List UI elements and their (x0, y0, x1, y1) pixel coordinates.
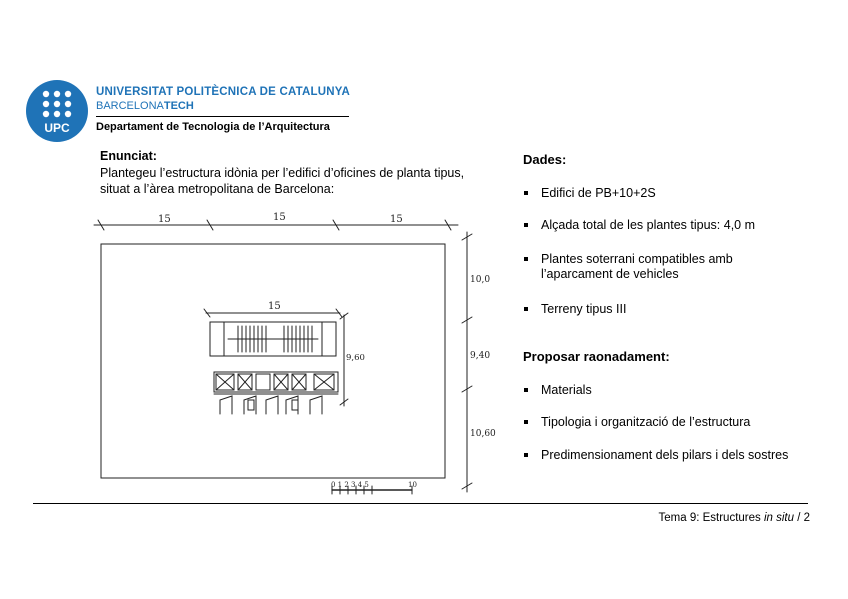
page-footer (659, 512, 811, 524)
bullet-square-icon (524, 307, 528, 311)
dades-item (523, 252, 793, 282)
core-elevators (214, 372, 338, 414)
top-dim-2: 15 (273, 212, 286, 223)
dades-item (523, 218, 793, 233)
footer-suffix: / 2 (794, 512, 810, 524)
campus-name (96, 100, 194, 112)
bullet-square-icon (524, 420, 528, 424)
proposar-item (523, 415, 793, 430)
building-outline (101, 244, 445, 478)
proposar-item-text: Tipologia i organització de l’estructura (541, 415, 751, 429)
dades-item-text: Edifici de PB+10+2S (541, 186, 656, 200)
scale-bar (331, 481, 417, 494)
header-divider (96, 116, 349, 117)
dades-item-text: Terreny tipus III (541, 302, 627, 316)
dades-item-text: Alçada total de les plantes tipus: 4,0 m (541, 218, 756, 232)
scale-ticks: 0 1 2 3 4 5 (331, 481, 369, 489)
department-name: Departament de Tecnologia de l’Arquitectura (96, 121, 330, 133)
dades-item (523, 186, 793, 201)
campus-prefix: BARCELONA (96, 100, 164, 112)
core-height: 9,60 (346, 353, 365, 363)
university-name: UNIVERSITAT POLITÈCNICA DE CATALUNYA (96, 86, 351, 98)
footer-prefix: Tema 9: Estructures (658, 512, 764, 524)
dades-title: Dades: (523, 152, 567, 167)
top-dim-1: 15 (158, 214, 171, 225)
scale-end: 10 (408, 481, 417, 489)
proposar-item-text: Predimensionament dels pilars i dels sostres (541, 448, 789, 462)
bullet-square-icon (524, 257, 528, 261)
bullet-square-icon (524, 191, 528, 195)
proposar-title: Proposar raonadament: (523, 349, 670, 364)
campus-suffix: TECH (163, 100, 194, 112)
bullet-square-icon (524, 453, 528, 457)
floor-plan-sketch (88, 200, 498, 498)
proposar-item (523, 383, 793, 398)
right-dim-2: 9,40 (470, 351, 491, 361)
footer-italic: in situ (763, 512, 795, 524)
core-dim: 15 (268, 301, 281, 312)
enunciat-text: Plantegeu l’estructura idònia per l’edifici d’oficines de planta tipus, situat a l’àrea metropolitana de Barcelona: (100, 166, 465, 196)
bullet-square-icon (524, 223, 528, 227)
core-stairs (210, 322, 336, 356)
footer-divider (33, 503, 808, 504)
top-dim-3: 15 (390, 214, 403, 225)
upc-logo (26, 80, 88, 142)
proposar-item-text: Materials (541, 383, 592, 397)
proposar-item (523, 448, 793, 463)
bullet-square-icon (524, 388, 528, 392)
dades-item (523, 302, 793, 317)
right-dim-3: 10,60 (470, 429, 496, 439)
enunciat-title: Enunciat: (100, 149, 157, 163)
dades-item-text: Plantes soterrani compatibles amb l’aparcament de vehicles (541, 252, 733, 281)
right-dim-1: 10,0 (470, 275, 491, 285)
logo-text: UPC (44, 121, 70, 135)
